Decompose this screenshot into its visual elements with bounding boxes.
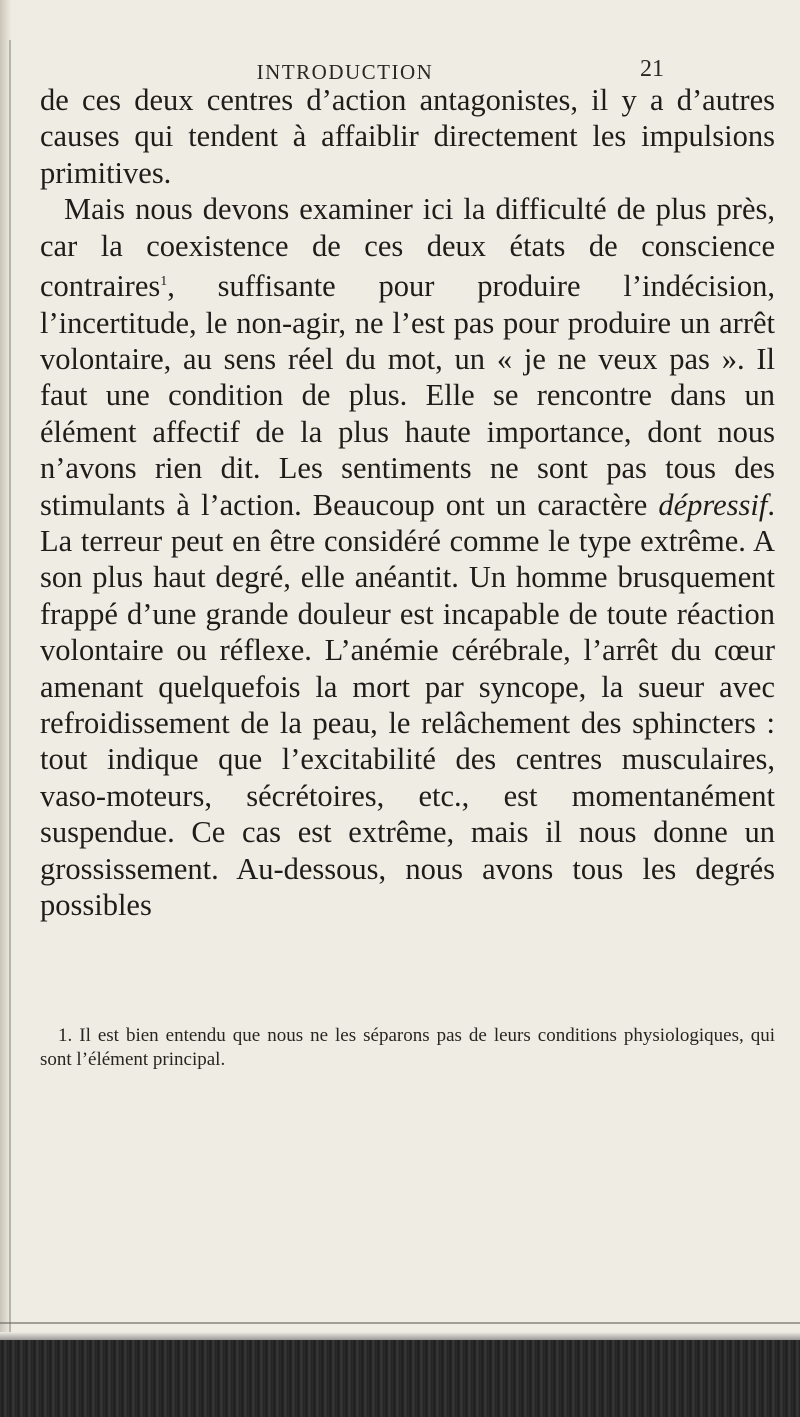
footnote-number: 1. (58, 1025, 73, 1046)
paragraph-2-part-b: , suffisante pour produire l’indécision, l’incertitude, le non-agir, ne l’est pas pour produire un arrêt volontaire, au sens réel du mot, un « je ne veux pas ». Il faut une condition de plus. Elle se rencontre dans un élément affectif de la plus haute importance, dont nous n’avons rien dit. Les sentiments ne sont pas tous des stimulants à l’action. Beaucoup ont un caractère (40, 269, 775, 522)
running-head: INTRODUCTION (256, 60, 434, 84)
paragraph-2-part-c: . La terreur peut en être considéré comme le type extrême. A son plus haut degré, elle anéantit. Un homme brusquement frappé d’une grande douleur est incapable de toute réaction volontaire ou réflexe. L’anémie cérébrale, l’arrêt du cœur amenant quelquefois la mort par syncope, la sueur avec refroidissement de la peau, le relâchement des sphincters : tout indique que l’excitabilité des centres musculaires, vaso-moteurs, sécrétoires, etc., est momentanément suspendue. Ce cas est extrême, mais il nous donne un grossissement. Au-dessous, nous avons tous les degrés possibles (40, 487, 775, 923)
binding-rule (9, 40, 11, 1340)
paragraph-2-part-a: Mais nous devons examiner ici la difficulté de plus près, car la coexistence de ces deux états de conscience contraires (40, 192, 775, 304)
footnote-reference: 1 (160, 274, 168, 290)
body-text (40, 82, 775, 924)
footnote-text: Il est bien entendu que nous ne les séparons pas de leurs conditions physiologiques, qui sont l’élément principal. (40, 1025, 775, 1070)
page-number: 21 (640, 56, 664, 82)
scanner-dark-edge (0, 1340, 800, 1417)
page-edge-line (0, 1322, 800, 1324)
paragraph-1: de ces deux centres d’action antagonistes, il y a d’autres causes qui tendent à affaiblir directement les impulsions primitives. (40, 83, 775, 190)
italic-term: dépressif (658, 487, 768, 522)
footnote (40, 1024, 775, 1072)
paragraph-2 (40, 191, 775, 923)
